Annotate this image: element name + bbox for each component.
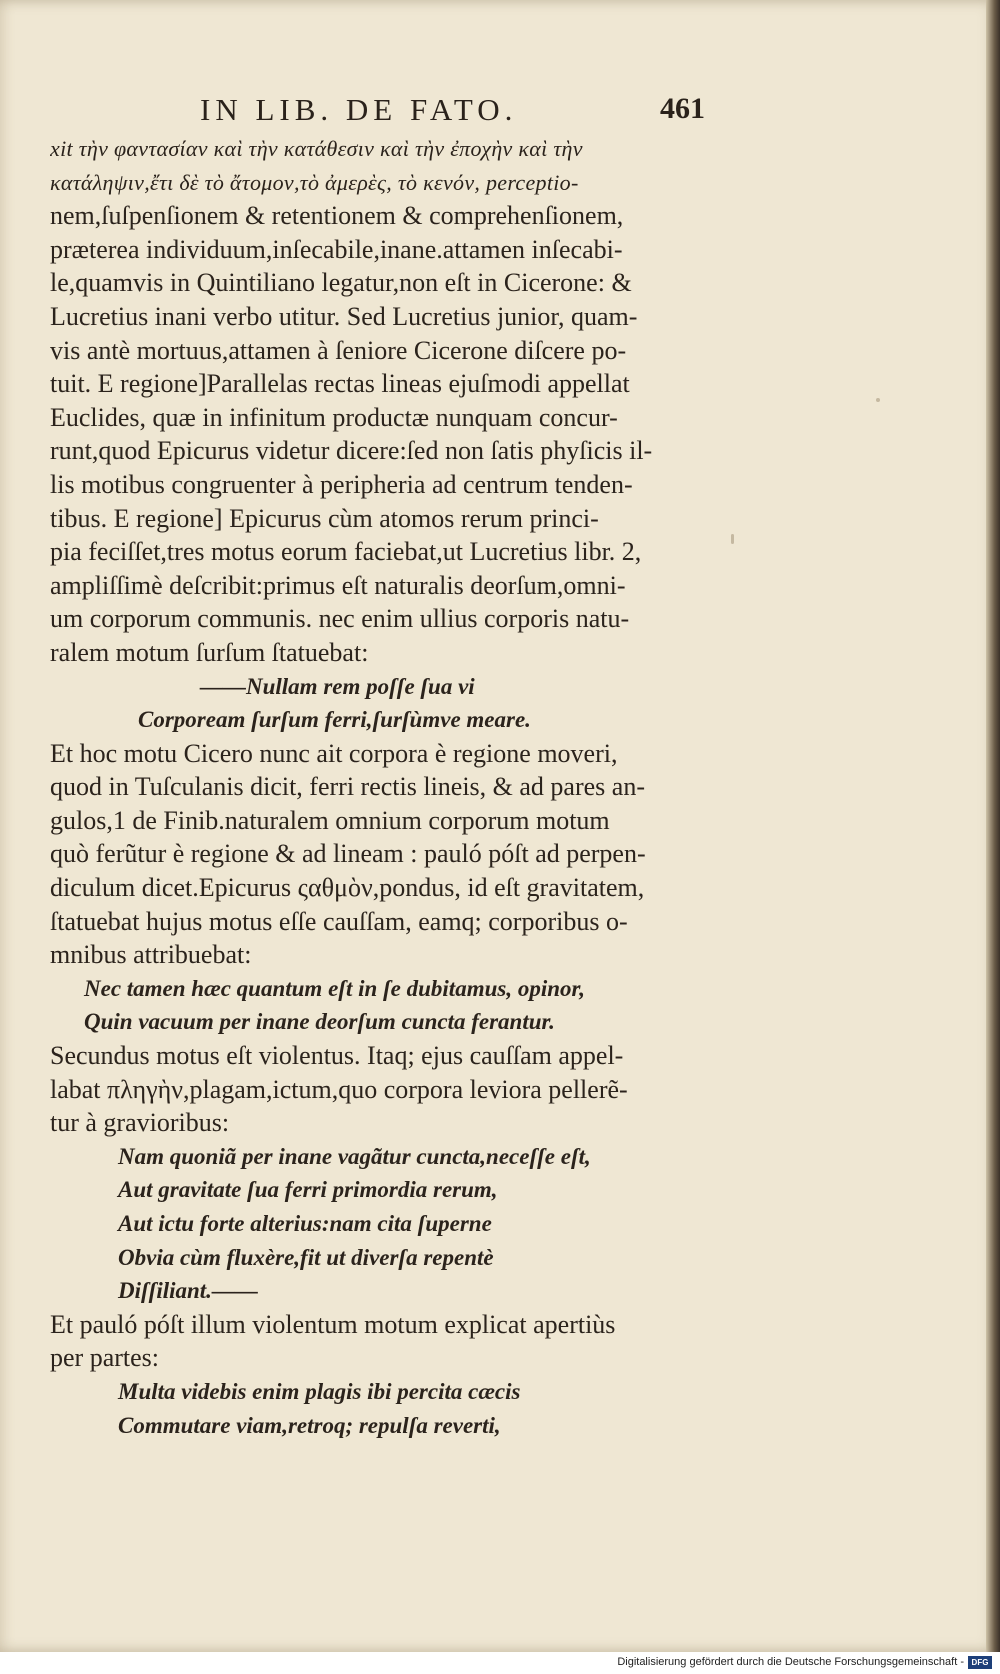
text-line: κατάληψιν,ἔτι δὲ τὸ ἄτομον,τὸ ἀμερὲς, τὸ κενόν, perceptio- bbox=[50, 169, 579, 195]
footer-bar bbox=[0, 1652, 1000, 1674]
footer-credit: Digitalisierung gefördert durch die Deutsche Forschungsgemeinschaft - bbox=[617, 1656, 964, 1668]
verse-line: Commutare viam,retroq; repulſa reverti, bbox=[118, 1412, 501, 1438]
text-line: tibus. E regione] Epicurus cùm atomos rerum princi- bbox=[50, 503, 599, 533]
header-title: IN LIB. DE FATO. bbox=[200, 92, 518, 127]
text-body bbox=[50, 132, 738, 1442]
text-line: nem,ſuſpenſionem & retentionem & comprehenſionem, bbox=[50, 201, 624, 231]
text-line: præterea individuum,inſecabile,inane.attamen inſecabi- bbox=[50, 234, 623, 264]
text-line: Et pauló póſt illum violentum motum explicat apertiùs bbox=[50, 1309, 616, 1339]
verse-line: Aut ictu forte alterius:nam cita ſuperne bbox=[118, 1211, 492, 1236]
text-line: Et hoc motu Cicero nunc ait corpora è regione moveri, bbox=[50, 738, 618, 768]
verse-line: Multa videbis enim plagis ibi percita cæcis bbox=[118, 1378, 521, 1404]
text-line: le,quamvis in Quintiliano legatur,non eſt in Cicerone: & bbox=[50, 268, 632, 298]
text-line: Secundus motus eſt violentus. Itaq; ejus cauſſam appel- bbox=[50, 1041, 624, 1071]
verse-line: Nam quoniã per inane vagãtur cuncta,neceſſe eſt, bbox=[118, 1143, 591, 1169]
verse-line: Obvia cùm fluxère,fit ut diverſa repentè bbox=[118, 1244, 494, 1270]
text-line: um corporum communis. nec enim ullius corporis natu- bbox=[50, 604, 630, 634]
text-line: gulos,1 de Finib.naturalem omnium corporum motum bbox=[50, 805, 610, 835]
page-binding-edge bbox=[986, 0, 1000, 1652]
text-line: lis motibus congruenter à peripheria ad centrum tenden- bbox=[50, 469, 633, 499]
paper-blemish bbox=[876, 398, 880, 402]
text-line: mnibus attribuebat: bbox=[50, 940, 252, 970]
text-line: quò ferũtur è regione & ad lineam : pauló póſt ad perpen- bbox=[50, 839, 646, 869]
text-line: ſtatuebat hujus motus eſſe cauſſam, eamq; corporibus o- bbox=[50, 906, 628, 936]
page-number: 461 bbox=[660, 92, 705, 125]
text-line: labat πληγὴν,plagam,ictum,quo corpora leviora pellerẽ- bbox=[50, 1074, 628, 1104]
verse-line: Corpoream ſurſum ferri,ſurſùmve meare. bbox=[138, 707, 531, 733]
verse-line: Quin vacuum per inane deorſum cuncta ferantur. bbox=[84, 1009, 555, 1035]
dfg-logo: DFG bbox=[968, 1656, 992, 1669]
text-line: tur à gravioribus: bbox=[50, 1108, 230, 1138]
text-line: ampliſſimè deſcribit:primus eſt naturalis deorſum,omni- bbox=[50, 570, 626, 600]
text-line: diculum dicet.Epicurus ςαθμὸν,pondus, id eſt gravitatem, bbox=[50, 873, 645, 903]
text-line: tuit. E regione]Parallelas rectas lineas ejuſmodi appellat bbox=[50, 369, 630, 399]
text-line: vis antè mortuus,attamen à ſeniore Cicerone diſcere po- bbox=[50, 335, 627, 365]
verse-line: Aut gravitate ſua ferri primordia rerum, bbox=[118, 1177, 498, 1203]
verse-line: Nec tamen hæc quantum eſt in ſe dubitamus, opinor, bbox=[84, 975, 585, 1001]
text-line: per partes: bbox=[50, 1343, 160, 1373]
verse-line: Diſſiliant.—— bbox=[118, 1278, 258, 1304]
text-line: pia feciſſet,tres motus eorum faciebat,ut Lucretius libr. 2, bbox=[50, 537, 642, 567]
text-line: xit τὴν φαντασίαν καὶ τὴν κατάθεσιν καὶ τὴν ἐποχὴν καὶ τὴν bbox=[50, 136, 583, 161]
verse-line: ——Nullam rem poſſe ſua vi bbox=[200, 673, 475, 699]
text-line: ralem motum ſurſum ſtatuebat: bbox=[50, 637, 369, 667]
text-line: Euclides, quæ in infinitum productæ nunquam concur- bbox=[50, 402, 618, 432]
text-line: quod in Tuſculanis dicit, ferri rectis lineis, & ad pares an- bbox=[50, 772, 645, 802]
text-line: runt,quod Epicurus videtur dicere:ſed non ſatis phyſicis il- bbox=[50, 436, 653, 466]
text-line: Lucretius inani verbo utitur. Sed Lucretius junior, quam- bbox=[50, 301, 638, 331]
running-header bbox=[50, 92, 730, 132]
